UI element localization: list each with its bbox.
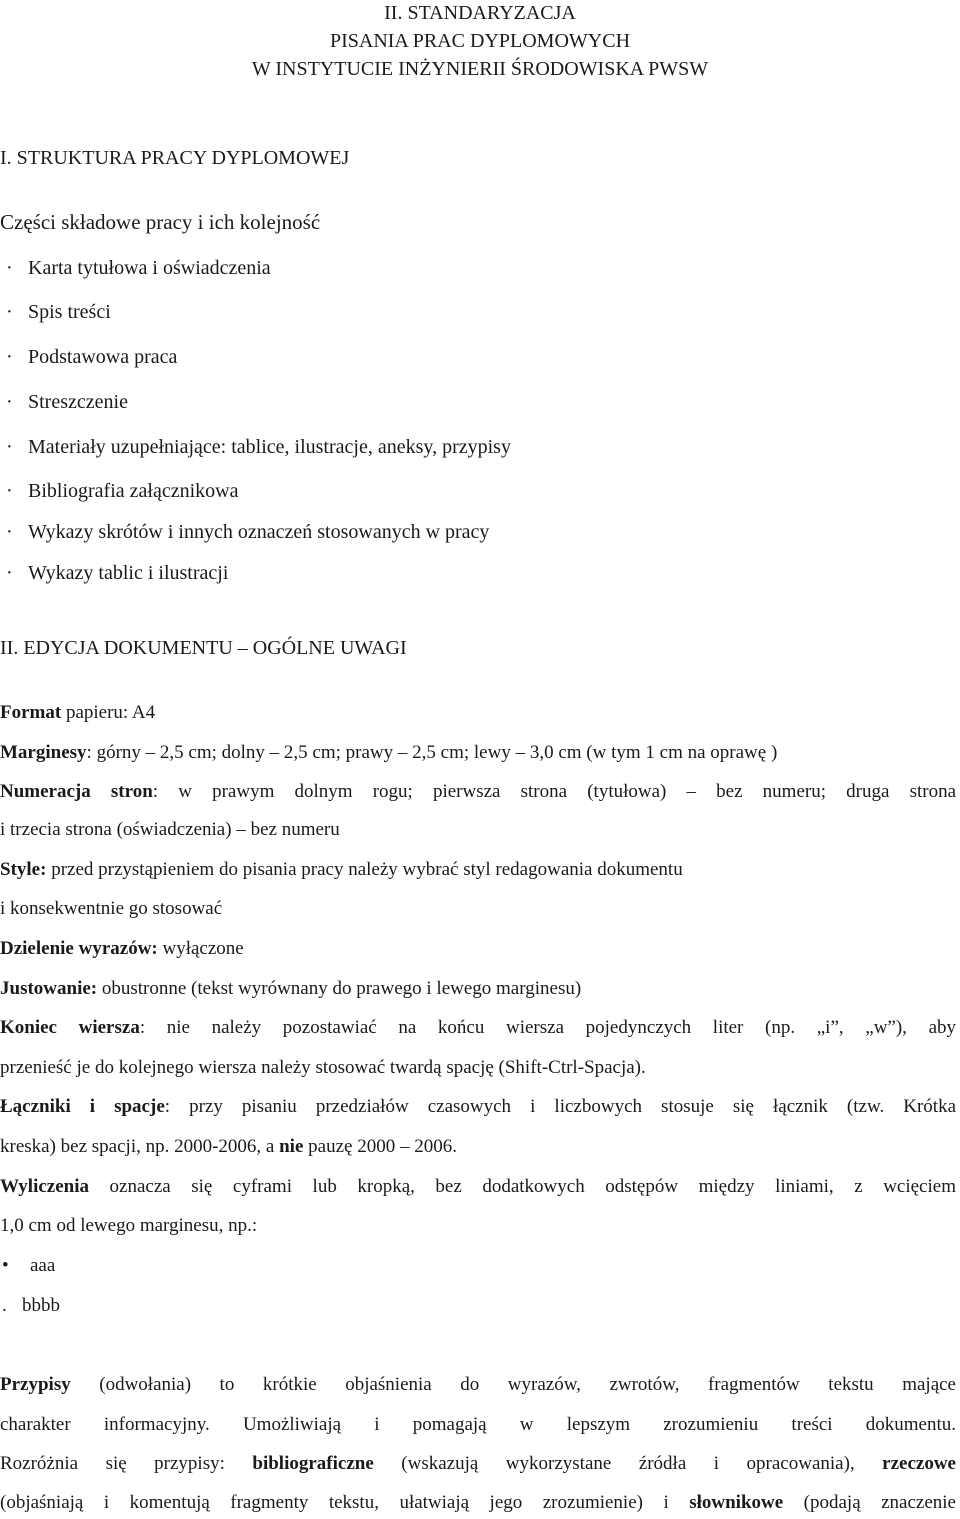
lists-text-1: oznacza się cyframi lub kropką, bez dodatkowych odstępów między liniami, z wcięciem	[89, 1176, 956, 1197]
list-item-text: Podstawowa praca	[28, 346, 178, 368]
style-line-1	[0, 858, 683, 882]
lists-line-1	[0, 1175, 956, 1199]
bullet-icon: ·	[6, 391, 13, 413]
dot-marker-icon: .	[2, 1295, 7, 1316]
list-example-text: bbbb	[22, 1295, 60, 1316]
section1-title: I. STRUKTURA PRACY DYPLOMOWEJ	[0, 147, 350, 169]
dashes-text-2a: kreska) bez spacji, np. 2000-2006, a	[0, 1136, 280, 1157]
bullet-icon: ·	[6, 301, 13, 323]
margins-line	[0, 741, 777, 765]
footnotes-text-4a: (objaśniają i komentują fragmenty tekstu, ułatwiają jego zrozumienie) i	[0, 1492, 690, 1513]
header-line-1: II. STANDARYZACJA	[384, 2, 576, 24]
list-example-2	[0, 1294, 60, 1318]
margins-label: Marginesy	[0, 742, 87, 763]
style-text-1: przed przystąpieniem do pisania pracy należy wybrać styl redagowania dokumentu	[46, 859, 683, 880]
section2-title: II. EDYCJA DOKUMENTU – OGÓLNE UWAGI	[0, 637, 407, 659]
justify-line	[0, 977, 581, 1001]
list-item	[0, 345, 177, 369]
list-item-text: Bibliografia załącznikowa	[28, 480, 239, 502]
list-item	[0, 390, 128, 414]
footnotes-text-3c: (wskazują wykorzystane źródła i opracowania),	[373, 1453, 883, 1474]
list-item-text: Wykazy tablic i ilustracji	[28, 562, 229, 584]
footnotes-text-3b: bibliograficzne	[252, 1453, 374, 1474]
dashes-line-2	[0, 1135, 457, 1159]
lists-label: Wyliczenia	[0, 1176, 89, 1197]
dashes-text-1: : przy pisaniu przedziałów czasowych i liczbowych stosuje się łącznik (tzw. Krótka	[164, 1096, 956, 1117]
header-line-3: W INSTYTUCIE INŻYNIERII ŚRODOWISKA PWSW	[251, 58, 709, 80]
header-line-2: PISANIA PRAC DYPLOMOWYCH	[329, 30, 631, 52]
hyphen-text: wyłączone	[157, 938, 244, 959]
footnotes-line-4	[0, 1491, 956, 1515]
margins-text: : górny – 2,5 cm; dolny – 2,5 cm; prawy – 2,5 cm; lewy – 3,0 cm (w tym 1 cm na oprawę )	[86, 742, 778, 763]
format-label: Format	[0, 702, 62, 723]
bullet-icon: ·	[6, 436, 13, 458]
footnotes-label: Przypisy	[0, 1374, 71, 1395]
style-label: Style:	[0, 859, 47, 880]
justify-text: obustronne (tekst wyrównany do prawego i lewego marginesu)	[97, 978, 582, 999]
bullet-icon: •	[2, 1255, 9, 1276]
dashes-text-2c: pauzę 2000 – 2006.	[303, 1136, 457, 1157]
list-item	[0, 561, 228, 585]
list-item-text: Wykazy skrótów i innych oznaczeń stosowanych w pracy	[28, 521, 490, 543]
footnotes-line-1	[0, 1373, 956, 1397]
numbering-text-1: : w prawym dolnym rogu; pierwsza strona (tytułowa) – bez numeru; druga strona	[152, 781, 956, 802]
dashes-line-1	[0, 1095, 956, 1119]
format-text: papieru: A4	[61, 702, 156, 723]
footnotes-text-3d: rzeczowe	[882, 1453, 956, 1474]
bullet-icon: ·	[6, 480, 13, 502]
list-item-text: Streszczenie	[28, 391, 128, 413]
list-item-text: Spis treści	[28, 301, 111, 323]
footnotes-text-1: (odwołania) to krótkie objaśnienia do wyrazów, zwrotów, fragmentów tekstu mające	[70, 1374, 956, 1395]
list-item	[0, 479, 238, 503]
bullet-icon: ·	[6, 346, 13, 368]
justify-label: Justowanie:	[0, 978, 98, 999]
lineend-line-2: przenieść je do kolejnego wiersza należy stosować twardą spację (Shift-Ctrl-Spacja).	[0, 1057, 646, 1078]
numbering-line-1	[0, 780, 956, 804]
numbering-label: Numeracja stron	[0, 781, 153, 802]
lineend-label: Koniec wiersza	[0, 1017, 140, 1038]
numbering-line-2: i trzecia strona (oświadczenia) – bez numeru	[0, 819, 340, 840]
style-line-2: i konsekwentnie go stosować	[0, 898, 223, 919]
list-item	[0, 300, 111, 324]
footnotes-text-4b: słownikowe	[689, 1492, 784, 1513]
lists-line-2: 1,0 cm od lewego marginesu, np.:	[0, 1215, 258, 1236]
list-item-text: Karta tytułowa i oświadczenia	[28, 257, 271, 279]
list-item	[0, 435, 511, 459]
footnotes-text-4c: (podają znaczenie	[783, 1492, 956, 1513]
hyphen-label: Dzielenie wyrazów:	[0, 938, 158, 959]
list-example-1	[0, 1254, 55, 1278]
footnotes-line-2: charakter informacyjny. Umożliwiają i pomagają w lepszym zrozumieniu treści dokumentu.	[0, 1414, 956, 1435]
footnotes-text-3a: Rozróżnia się przypisy:	[0, 1453, 253, 1474]
bullet-icon: ·	[6, 521, 13, 543]
format-line	[0, 701, 155, 725]
bullet-icon: ·	[6, 562, 13, 584]
section1-subtitle: Części składowe pracy i ich kolejność	[0, 210, 321, 234]
hyphen-line	[0, 937, 244, 961]
lineend-text-1: : nie należy pozostawiać na końcu wiersza pojedynczych liter (np. „i”, „w”), aby	[139, 1017, 956, 1038]
list-item-text: Materiały uzupełniające: tablice, ilustracje, aneksy, przypisy	[28, 436, 511, 458]
lineend-line-1	[0, 1016, 956, 1040]
dashes-label: Łączniki i spacje	[0, 1096, 165, 1117]
bullet-icon: ·	[6, 257, 13, 279]
list-item	[0, 256, 271, 280]
list-item	[0, 520, 489, 544]
dashes-text-2b: nie	[279, 1136, 304, 1157]
list-example-text: aaa	[30, 1255, 56, 1276]
footnotes-line-3	[0, 1452, 956, 1476]
